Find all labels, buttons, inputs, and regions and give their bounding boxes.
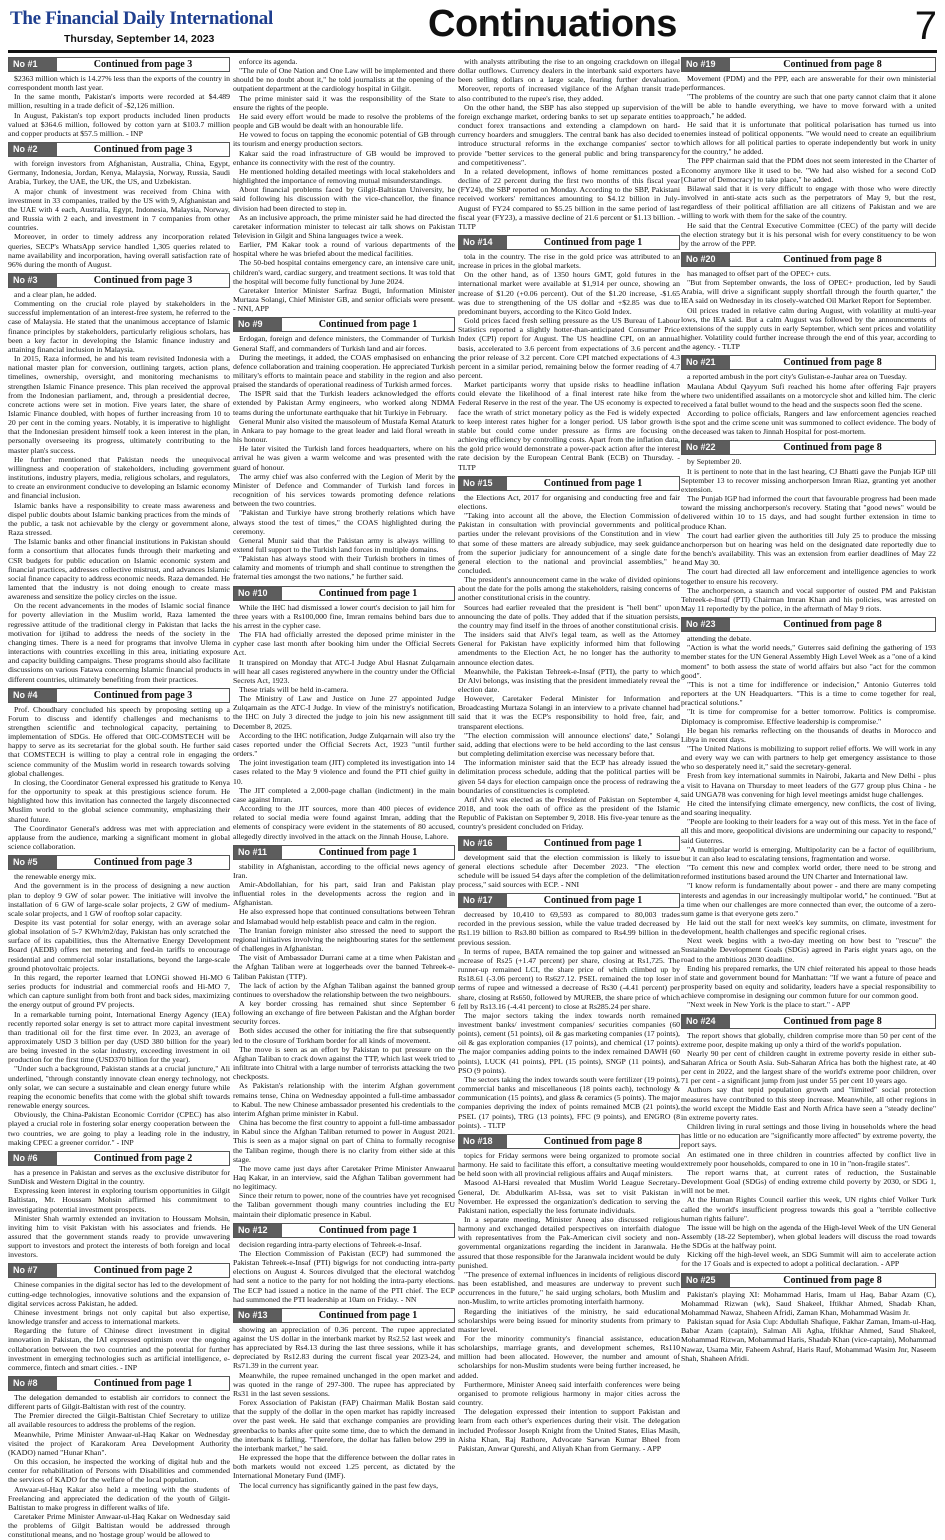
article-paragraph: General Munir said that the Pakistan army is always willing to extend full support to the Turkish land forces in multiple domains. — [233, 535, 455, 554]
article — [458, 476, 680, 832]
article-number: No #5 — [9, 856, 57, 869]
article-paragraph: has managed to offset part of the OPEC+ cuts. — [687, 268, 831, 278]
article-paragraph: The ISPR said that the Turkish leaders acknowledged the efforts extended by Pakistan Army engineers, who worked along NDMA teams during the unfortunate earthquake that hit Turkiye in February. — [233, 389, 455, 417]
article — [681, 252, 936, 351]
article — [458, 57, 680, 231]
article-paragraph: He began his remarks reflecting on the thousands of deaths in Morocco and Libya in recent days. — [681, 725, 936, 744]
article — [8, 57, 230, 138]
continuation-banner — [233, 317, 455, 332]
article-paragraph: by September 20. — [687, 457, 742, 467]
article — [233, 1223, 455, 1304]
continuation-banner — [8, 1376, 230, 1391]
article-paragraph: The report shows that globally, children comprise more than 50 per cent of the extreme poor, despite making up only a third of the world's population. — [681, 1030, 936, 1049]
article-paragraph: Meanwhile, the Pakistan Tehreek-e-Insaf (PTI), the party to which Dr Alvi belongs, was insisting that the president immediately reveal the election date. — [458, 666, 680, 694]
article-paragraph: Expressing keen interest in exploring tourism opportunities in Gilgit Baltistan, Mr. Houssam Mohsin affirmed his commitment to investigating potential investment prospects. — [8, 1186, 230, 1214]
article-paragraph: Caretaker Prime Minister Anwaar-ul-Haq Kakar on Wednesday said the problems of Gilgit Baltistan would be addressed through constitutional means, and no 'hostage group' would be allowed to — [8, 1512, 230, 1540]
article-paragraph: During the meetings, it added, the COAS emphasised on enhancing defence collaboration and training cooperation. He appreciated Turkish military's efforts to maintain peace and stability in the region and also praised the standards of operational readiness of Turkish armed forces. — [233, 352, 455, 390]
article-paragraph: He mentioned holding detailed meetings with local stakeholders and highlighted the importance of removing mutual misunderstandings. — [233, 166, 455, 186]
article-paragraph: Amir-Abdollahian, for his part, said Iran and Pakistan play influential roles in the developments across the region and in Afghanistan. — [233, 879, 455, 908]
article-paragraph: tola in the country. The rise in the gold price was attributed to an increase in prices in the global markets. — [458, 251, 680, 271]
article-paragraph: The prime minister said it was the responsibility of the State to ensure the rights of the people. — [233, 93, 455, 112]
article — [233, 845, 455, 1219]
article-paragraph: The report warns that, at current rates of reduction, the Sustainable Development Goal (SDGs) of ending extreme child poverty by 2030, or SDG 1, will not be met. — [681, 1167, 936, 1196]
article-paragraph: In a separate meeting, Minister Aneeq also discussed religious harmony and exchanged detailed perspectives on interfaith dialogue with representatives from the Pak-American civil society and non-governmental organizations regarding the incident in Jaranwala. He assured that those responsible for the Jaranwala incident would be duly punished. — [458, 1214, 680, 1270]
article-number: No #15 — [459, 477, 507, 490]
article-paragraph: According to the IHC notification, Judge Zulqarnain will also try the cases reported under the Official Secrets Act, 1923 "until further orders." — [233, 730, 455, 759]
continued-label: Continued from page 8 — [783, 442, 882, 454]
article-paragraph: decreased by 10,410 to 69,593 as compared to 80,003 trades recorded in the previous session, while the value traded decreased by Rs1.19 billion to Rs3.80 billion as compared to Rs4.99 billion in the previous session. — [458, 910, 680, 947]
article-paragraph: showing an appreciation of 0.36 percent. The rupee appreciated against the US dollar in the interbank market by Rs2.52 last week and has appreciated by Rs4.13 during the last three sessions, while it has depreciated by Rs12.83 during the current fiscal year 2023-24, and Rs71.39 in the current year. — [233, 1324, 455, 1371]
article-paragraph: The court had directed all law enforcement and intelligence agencies to work together to ensure his recovery. — [681, 567, 936, 586]
article — [458, 235, 680, 472]
continuation-banner — [681, 440, 936, 455]
article — [8, 142, 230, 269]
article-paragraph: He cited the intensifying climate emergency, new conflicts, the cost of living, and soaring inequality. — [681, 798, 936, 818]
article-paragraph: The Premier directed the Gilgit-Baltistan Chief Secretary to utilize all available resources to address the problems of the region. — [8, 1411, 230, 1430]
article-paragraph: the renewable energy mix. — [14, 872, 97, 882]
article-paragraph: stability in Afghanistan, according to the official news agency of Iran. — [233, 861, 455, 880]
continuation-banner — [458, 1134, 680, 1149]
article — [681, 1273, 936, 1363]
article-paragraph: While the IHC had dismissed a lower court's decision to jail him for three years with a Rs100,000 fine, Imran remains behind bars due to his arrest in the cypher case. — [233, 602, 455, 630]
article-number: No #16 — [459, 837, 507, 850]
continuation-banner — [458, 235, 680, 250]
continued-label: Continued from page 1 — [318, 846, 418, 858]
continuation-banner — [458, 836, 680, 851]
article-paragraph: The president's announcement came in the wake of divided opinions about the date for the polls among the stakeholders, raising concerns of another constitutional crisis in the country. — [458, 575, 680, 603]
article-paragraph: Authors say that tepid population growth and "limited" social protection measures have contributed to this steep increase. Meanwhile, all other regions in the world except the Middle East and North Africa have seen a "steady decline" in extreme poverty rates. — [681, 1085, 936, 1122]
article-paragraph: Kicking off the high-level week, an SDG Summit will aim to accelerate action for the 17 Goals and is expected to adopt a political declaration. - APP — [681, 1250, 936, 1269]
article-number: No #11 — [234, 846, 282, 859]
article-paragraph: "Under such a background, Pakistan stands at a crucial juncture," Ali underlined, "through constantly innovate clean energy technology, not only solar, we can secure a sustainable and clean energy future while reaping the economic benefits that come with the global shift towards renewable energy sources. — [8, 1064, 230, 1111]
article-paragraph: "A multipolar world is emerging. Multipolarity can be a factor of equilibrium, but it can also lead to escalating tensions, fragmentation and worse. — [681, 844, 936, 863]
article-number: No #6 — [9, 1152, 57, 1165]
article-paragraph: At the Human Rights Council earlier this week, UN rights chief Volker Turk called the world's insufficient progress towards this goal a "terrible collective human rights failure". — [681, 1195, 936, 1223]
article-paragraph: Minister Shah warmly extended an invitation to Houssam Mohsin, inviting him to visit Pakistan with his associates and friends. He assured that the government stands ready to provide unwavering support to investors and protect the interests of both foreign and local investors. — [8, 1213, 230, 1260]
continued-label: Continued from page 3 — [93, 274, 193, 286]
masthead — [8, 3, 937, 50]
continuation-banner — [681, 57, 936, 72]
article-paragraph: As an inclusive approach, the prime minister said he had directed the caretaker information minister to telecast air talk shows on Pakistan Television in Gilgit and Shina languages twice a week. — [233, 212, 455, 240]
continuation-banner — [8, 855, 230, 870]
article-paragraph: "To cement this new and complex world order, there need to be strong and reformed institutions based around the UN Charter and International law. — [681, 863, 936, 882]
article — [8, 1151, 230, 1260]
article-paragraph: Bilawal said that it is very difficult to engage with those who were directly involved in anti-state acts such as the perpetrators of May 9, but the rest, regardless of their political affiliation are all citizens of Pakistan and we are willing to work with them for the sake of the country. — [681, 183, 936, 221]
article-paragraph: The Election Commission of Pakistan (ECP) had summoned the Pakistan Tehreek-e-Insaf (PTI) bigwigs for not conducting intra-party elections on August 4. Sources divulged that the electoral watchdog had sent a notice to the party for not holding the intra-party elections. The ECP had issued a notice in the name of the PTI chief. The ECP had summoned the PTI leadership at 10am on Friday. - NN — [233, 1248, 455, 1304]
article-paragraph: Fresh from key international summits in Nairobi, Jakarta and New Delhi - plus a visit to Havana on Thursday to meet leaders of the G77 group plus China - he said UNGA78 was convening for high level meetings amidst huge challenges. — [681, 771, 936, 799]
continued-label: Continued from page 3 — [93, 857, 193, 869]
article-number: No #8 — [9, 1377, 57, 1390]
article-paragraph: has a presence in Pakistan and serves as the exclusive distributor for SunDisk and Western Digital in the country. — [8, 1167, 230, 1187]
newspaper-brand: The Financial Daily International — [10, 8, 273, 29]
article-number: No #17 — [459, 894, 507, 907]
article — [681, 440, 936, 613]
continued-label: Continued from page 2 — [93, 1152, 193, 1164]
article-number: No #14 — [459, 236, 507, 249]
article-paragraph: The Iranian foreign minister also stressed the need to support the regional initiatives involving the neighbouring states for the settlement of challenges in Afghanistan. — [233, 925, 455, 954]
article-paragraph: "Pakistan has always stood with their Turkish brothers in times of calamity and moments of triumph and shall continue to strengthen the fraternal ties amongst the two nations," he further said. — [233, 554, 455, 582]
article-paragraph: Islamic banks have a responsibility to create mass awareness and dispel public doubts about Islamic banking practices from the minds of the public, a task not achievable by the clergy or government alone, Raza stressed. — [8, 500, 230, 538]
article-paragraph: The delegation demanded to establish air corridors to connect the different parts of Gilgit-Baltistan with rest of the country. — [8, 1393, 230, 1412]
article-paragraph: Children living in rural settings and those living in households where the head has little or no education are "significantly more affected" by extreme poverty, the report says. — [681, 1122, 936, 1150]
article-number: No #4 — [9, 689, 57, 702]
article-paragraph: The issue will be high on the agenda of the High-level Week of the UN General Assembly (18-22 September), when global leaders will discuss the road towards the SDGs at the halfway point. — [681, 1222, 936, 1251]
article — [233, 317, 455, 581]
continued-label: Continued from page 1 — [318, 587, 418, 599]
article-paragraph: The move came just days after Caretaker Prime Minister Anwaarul Haq Kakar, in an interview, said the Afghan Taliban government had no legitimacy. — [233, 1163, 455, 1192]
continued-label: Continued from page 1 — [543, 895, 643, 907]
article-paragraph: topics for Friday sermons were being organized to promote social harmony. He said to facilitate this effort, a consultative meeting would be held soon with all provincial religious affairs and Auqaf ministers. — [458, 1150, 680, 1179]
article-paragraph: On the other hand, as of 1350 hours GMT, gold futures in the international market were available at $1,914 per ounce, showing an increase of $1.20 (+0.06 percent). Out of the $1.20 increase, -$1.65 was due to strengthening of the US dollar and +$2.85 was due to predominant buyers, according to the Kitco Gold Index. — [458, 270, 680, 316]
article-paragraph: Both sides accused the other for initiating the fire that subsequently led to the closure of Torkham border for all kinds of movement. — [233, 1026, 455, 1045]
article-paragraph: Despite its vast potential for solar energy, with an average solar global insolation of 5-7 KWh/m2/day, Pakistan has only scratched the surface of its capabilities, thus the Alternative Energy Development Board (AEDB) offers net metering and feed-in tariffs to encourage residential and commercial solar installations, beyond the large-scale ground photovoltaic projects. — [8, 917, 230, 973]
article-paragraph: It transpired on Monday that ATC-I Judge Abul Hasnat Zulqarnain will hear all cases registered anywhere in the country under the Official Secrets Act, 1923. — [233, 657, 455, 685]
continued-label: Continued from page 8 — [783, 1274, 882, 1286]
article-paragraph: As Pakistan's relationship with the interim Afghan government remains tense, China on Wednesday appointed a full-time ambassador to Kabul. The new Chinese ambassador presented his credentials to the interim Afghan prime minister in Kabul. — [233, 1081, 455, 1118]
article-paragraph: He laid out the stall for next week's key summits, on climate, investment for development, health challenges and specific regional crises. — [681, 917, 936, 937]
article-paragraph: China has become the first country to appoint a full-time ambassador in Kabul since the Afghan Taliban returned to power in August 2021. This is seen as a major signal on part of China to formally recognise the Taliban regime, though there is no clarity from either side at this stage. — [233, 1118, 455, 1164]
article-paragraph: "But from September onwards, the loss of OPEC+ production, led by Saudi Arabia, will drive a significant supply shortfall through the fourth quarter," the IEA said on Wednesday in its closely-watched Oil Market Report for September. — [681, 278, 936, 306]
continuation-banner — [8, 142, 230, 157]
article-paragraph: A major chunk of investment was received from China with investment in 33 companies, trailed by the US with 9, Afghanistan and the UAE with 4 each, Australia, Egypt, Indonesia, Malaysia, Norway, and Russia with 2 each, and investment in 7 companies from other countries. — [8, 186, 230, 233]
article-paragraph: "This is not a time for indifference or indecision," Antonio Guterres told reporters at the UN Headquarters. "This is a time to come together for real, practical solutions." — [681, 679, 936, 708]
article-paragraph: "The presence of external influences in incidents of religious discord has been established, and measures are underway to prevent such occurrences in the future," he said urging scholars, both Muslim and non-Muslim, to write articles promoting interfaith harmony. — [458, 1269, 680, 1307]
article-paragraph: Regarding the future of Chinese direct investment in digital innovation in Pakistan, the IAI expressed optimism over the ongoing collaboration between the two countries and the potential for further investment in emerging technologies such as artificial intelligence, e-commerce, fintech and smart cities. - INP — [8, 1326, 230, 1372]
continued-label: Continued from page 3 — [93, 59, 193, 70]
article — [8, 855, 230, 1147]
article-paragraph: with analysts attributing the rise to an ongoing crackdown on illegal dollar outflows. Currency dealers in the interbank said exporters have been selling dollars on a large scale, fearing further devaluation. Moreover, reports of increased vigilance of the Afghan transit trade also contributed to the rupee's rise, they added. — [458, 57, 680, 103]
article — [8, 273, 230, 684]
article-paragraph: The visit of Ambassador Durrani came at a time when Pakistan and the Afghan Taliban were at loggerheads over the banned Tehreek-e-Taliban Pakistan (TTP). — [233, 953, 455, 981]
article-paragraph: Kakar said the road infrastructure of GB would be improved to enhance its connectivity with the rest of the country. — [233, 148, 455, 167]
article-paragraph: In closing, the Coordinator General expressed his gratitude to Kenya for the opportunity to speak at this prestigious science forum. He highlighted how this invitation has connected the largely disconnected Muslim world to the global science community, emphasizing their shared future. — [8, 777, 230, 824]
article-paragraph: $2363 million which is 14.27% less than the exports of the country in correspondent month last year. — [8, 74, 230, 93]
article-number: No #1 — [9, 58, 57, 71]
continuation-banner — [233, 1308, 455, 1323]
continued-label: Continued from page 1 — [543, 236, 643, 248]
article-paragraph: "Next week in New York is the place to start." - APP — [687, 1000, 851, 1010]
section-title: Continuations — [428, 3, 677, 45]
article-paragraph: Commenting on the crucial role played by stakeholders in the successful implementation of an interest-free system, he referred to the case of Malaysia. He stated that the unanimous acceptance of Islamic finance principles by stakeholders, particularly religious scholars, has been a key factor in developing the Islamic finance industry and attaining financial inclusion in Malaysia. — [8, 299, 230, 354]
continuation-banner — [233, 845, 455, 860]
continuation-banner — [8, 1263, 230, 1278]
article-paragraph: In 2015, Raza informed, he and his team revisited Indonesia with a national master plan for conversion, outlining targets, action plans, timelines, ownership, oversight, and monitoring mechanisms to strengthen Islamic Finance presence. This plan received the approval from the Indonesian parliament, and, through a presidential decree, concrete actions were set in motion. Five years later, the share of Islamic Finance doubled, with hopes of further increasing from 10 to 20 per cent in the coming years. Notably, it is imperative to highlight that the Indonesian president himself took a keen interest in the plan, personally overseeing its progress, ultimately contributing to the master plan's success. — [8, 354, 230, 455]
article-paragraph: The information minister said that the ECP has already issued the delimitation process schedule, adding that the political parties will be given 54 days for election campaign once the process of redrawing the boundaries of constituencies is completed. — [458, 758, 680, 795]
article-paragraph: "The election commission will announce elections' date," Solangi said, adding that elections were to be held according to the last census but completing delimitation exercise was necessary before that. — [458, 730, 680, 759]
article-paragraph: About financial problems faced by Gilgit-Baltistan University, he said following his discussion with the vice-chancellor, the finance division had been directed to step in. — [233, 185, 455, 213]
article-paragraph: However, Caretaker Federal Minister for Information and Broadcasting Murtaza Solangi in an interview to a private channel had said that it was the ECP's responsibility to hold free, fair, and transparent elections. — [458, 694, 680, 731]
article — [458, 836, 680, 890]
continuation-banner — [681, 1014, 936, 1029]
continued-label: Continued from page 1 — [93, 1378, 193, 1389]
continued-label: Continued from page 8 — [783, 59, 882, 70]
continuation-banner — [681, 617, 936, 632]
article-paragraph: The army chief was also conferred with the Legion of Merit by the Minister of Defence and Commander of Turkish land forces in recognition of his services towards promoting defence relations between the two countries. — [233, 471, 455, 509]
article-paragraph: Gold prices faced fresh selling pressure as the US Bureau of Labour Statistics reported a slightly hotter-than-anticipated Consumer Price Index (CPI) report for August. The US headline CPI, on an annual basis, accelerated to 3.6 percent from expectations of 3.6 percent and the prior release of 3.2 percent. Core CPI matched expectations of 4.3 percent in a similar period, remaining below the former reading of 4.7 percent. — [458, 316, 680, 380]
article-paragraph: Arif Alvi was elected as the President of Pakistan on September 4, 2018, and took the oath of office as the president of the Islamic Republic of Pakistan on September 9, 2018. His five-year tenure as the country's president concluded on Friday. — [458, 794, 680, 832]
article-paragraph: Meanwhile, Prime Minister Anwaar-ul-Haq Kakar on Wednesday visited the project of Karakoram Area Development Authority (KADO) named "Hunar Khan". — [8, 1429, 230, 1457]
article-paragraph: In this regard, the reporter learned that LONGi showed Hi-MO 6 series products for industrial and commercial roofs and Hi-MO 7, which can capture sunlight from both front and back sides, maximizing the energy output of ground PV projects. — [8, 972, 230, 1010]
article-paragraph: "I know reform is fundamentally about power - and there are many competing interests and agendas in our increasingly multipolar world," he continued. "But at a time when our challenges are more connected than ever, the outcome of a zero-sum game is that everyone gets zero." — [681, 881, 936, 918]
article-number: No #10 — [234, 587, 282, 600]
continuation-banner — [681, 1273, 936, 1288]
article-paragraph: Prof. Choudhary concluded his speech by proposing setting up a Forum to discuss and identify challenges and mechanisms to strengthen scientific and technological capacity, pertaining to implementation of SDGs. He offered that OIC-COMSTECH will be happy to serve as its secretariat for the global south. He further said that COMSTECH is willing to play a central role in engaging the science community of the Muslim world in research towards solving global challenges. — [8, 704, 230, 778]
article-paragraph: Market participants worry that upside risks to headline inflation could elevate the likelihood of a final interest rate hike from the Federal Reserve in the rest of the year. The US economy is expected to face the wrath of strict monetary policy as the Fed is widely expected to keep interest rates higher for a longer period. US labor growth is stable but could come under pressure as firms are focusing on achieving efficiency by controlling costs. Apart from the inflation data, the gold price would demonstrate a power-pack action after the interest rate decision by the European Central Bank (ECB) on Thursday. - TLTP — [458, 380, 680, 472]
article-paragraph: The joint investigation team (JIT) completed its investigation into 14 cases related to the May 9 violence and found the PTI chief guilty in 10. — [233, 758, 455, 786]
article-paragraph: An estimated one in three children in countries affected by conflict live in extremely poor households, compared to one in 10 in "non-fragile states". — [681, 1149, 936, 1168]
continued-label: Continued from page 8 — [783, 619, 882, 631]
continuation-banner — [8, 57, 230, 72]
continuation-banner — [8, 688, 230, 703]
continued-label: Continued from page 1 — [543, 837, 643, 849]
article-paragraph: On the other hand, the SBP has also stepped up supervision of the foreign exchange market, ordering banks to set up separate entities to conduct forex transactions and extending a clampdown on hard-currency hoarders and smugglers. The central bank has also decided to introduce structural reforms in the exchange companies' sector to provide "better services to the general public and bring transparency and competitiveness". — [458, 102, 680, 167]
article-paragraph: Maulana Abdul Qayyum Sufi reached his home after offering Fajr prayers where two unidentified assailants on a motorcycle shot and killed him. The cleric received a fatal bullet wound to the head and the suspects soon fled the scene. — [681, 381, 936, 409]
article-paragraph: Since their return to power, none of the countries have yet recognised the Taliban government though many countries including the EU maintain their diplomatic presence in Kabul. — [233, 1191, 455, 1219]
article-paragraph: "The rule of One Nation and One Law will be implemented and there should be no doubt about it," he told journalists at the opening of the outpatient department at the cardiology hospital in Gilgit. — [233, 66, 455, 94]
article-paragraph: decision regarding intra-party elections of Tehreek-e-Insaf. — [239, 1239, 422, 1249]
article-paragraph: enforce its agenda. — [239, 57, 298, 66]
article-paragraph: He said that it is unfortunate that political polarisation has turned us into enemies instead of political opponents. "We would need to create an equilibrium which allows for all political parties to operate independently but work in unity for the country," he added. — [681, 119, 936, 157]
article-paragraph: In terms of rupee, BATA remained the top gainer and witnessed an increase of Rs25 (+1.47 percent) per share, closing at Rs1,725. The runner-up remained LCI, the share price of which climbed up by Rs18.61 (-3.06 percent) to Rs627.12. PSEL remained the top loser in terms of rupee and witnessed a decrease of Rs30 (-4.41 percent) per share, closing at Rs650, followed by MUREB, the share price of which fell by Rs13.16 (-4.41 percent) to close at Rs285.24 per share. — [458, 946, 680, 1011]
continuation-banner — [233, 586, 455, 601]
article-paragraph: In a remarkable turning point, International Energy Agency (IEA) recently reported solar energy is set to attract more capital investment than traditional oil for the first time ever. In 2023, an average of approximately USD 3 billion per day (USD 380 billion for the year) are being invested in the solar industry, exceeding investment in oil production for the first time (USD370 billion for the year). — [8, 1009, 230, 1065]
article-paragraph: "Pakistan and Turkiye have strong brotherly relations which have always stood the test of times," the COAS highlighted during the ceremony. — [233, 508, 455, 536]
article-number: No #18 — [459, 1135, 507, 1148]
article-paragraph: It is pertinent to note that in the last hearing, CJ Bhatti gave the Punjab IGP till September 13 to recover missing anchorperson Imran Riaz, granting yet another extension. — [681, 466, 936, 494]
article-paragraph: The Ministry of Law and Justice on June 27 appointed Judge Zulqarnain as the ATC-I Judge. In view of the ministry's notification, the IHC on July 3 directed the judge to join his new assignment till December 8, 2025. — [233, 694, 455, 731]
article — [458, 893, 680, 1130]
column-3 — [458, 57, 680, 1527]
article-paragraph: He expressed the hope that the difference between the dollar rates in both markets would not exceed 1.25 percent, as dictated by the International Monetary Fund (IMF). — [233, 1453, 455, 1481]
continued-label: Continued from page 3 — [93, 689, 193, 701]
article — [8, 688, 230, 852]
article-paragraph: The lack of action by the Afghan Taliban against the banned group continues to overshadow the relationship between the two neighbours. — [233, 980, 455, 999]
article — [681, 1014, 936, 1269]
article-number: No #3 — [9, 274, 57, 287]
article-paragraph: The court had earlier given the authorities till July 25 to produce the missing anchorperson but on hearing was held on the designated date reportedly due to the bench's availability. This was an extension from earlier deadlines of May 22 and May 30. — [681, 530, 936, 568]
continued-label: Continued from page 1 — [318, 319, 418, 331]
continuation-banner — [8, 1151, 230, 1166]
article-paragraph: The JIT completed a 2,000-page challan (indictment) in the main case against Imran. — [233, 785, 455, 804]
continued-label: Continued from page 8 — [783, 253, 882, 265]
article-number: No #23 — [682, 618, 730, 631]
article-paragraph: Oil prices traded in relative calm during August, with volatility at multi-year lows, the IEA said. But a calm August was followed by the announcements of extensions of the supply cuts in early September, which sent prices and volatility higher. Volatility could further increase through the end of this year, according to the agency. - TLTP — [681, 305, 936, 352]
article-paragraph: The insiders said that Alvi's legal team, as well as the Attorney General for Pakistan have explicitly informed him that following amendments to the Election Act, he no longer has the authority to announce election dates. — [458, 630, 680, 667]
article-paragraph: Moreover, in order to timely address any incorporation related queries, SECP's WhatsApp service handled 1,305 queries related to name availability and incorporation, having overall satisfaction rate of 96% during the month of August. — [8, 232, 230, 269]
article-paragraph: He also expressed hope that continued consultations between Tehran and Islamabad would help establish peace and calm in the region. — [233, 907, 455, 926]
article-number: No #19 — [682, 58, 730, 71]
continuation-banner — [233, 1223, 455, 1238]
article-paragraph: And the government is in the process of designing a new auction plan to deploy 9 GW of solar power. The initiative will involve the installation of 6 GW of large-scale solar projects, 2 GW of medium-scale solar projects, and 1 GW of rooftop solar capacity. — [8, 881, 230, 918]
article-paragraph: According to police officials, Rangers and law enforcement agencies reached the spot and the crime scene unit was summoned to collect evidence. The body of the deceased was taken to Jinnah Hospital for post-mortem. — [681, 409, 936, 437]
article-paragraph: Movement (PDM) and the PPP, each are answerable for their own ministerial performances. — [681, 74, 936, 93]
article-paragraph: The PPP chairman said that the PDM does not seem interested in the Charter of Economy anymore like it used to be. "We had also wished for a second CoD [Charter of Democracy] to take place," he added. — [681, 156, 936, 184]
continued-label: Continued from page 1 — [543, 477, 643, 489]
article-paragraph: Nearly 90 per cent of children caught in extreme poverty reside in either sub-Saharan Africa or South Asia. Sub-Saharan Africa has both the highest rate, at 40 per cent in 2022, and the largest share of the world's extreme poor children, over 71 per cent - a significant jump from just under 55 per cent 10 years ago. — [681, 1048, 936, 1086]
column-1 — [8, 57, 230, 1540]
article — [8, 1376, 230, 1540]
header-rule — [8, 50, 937, 53]
article-paragraph: Pakistan squad for Asia Cup: Abdullah Shafique, Fakhar Zaman, Imam-ul-Haq, Babar Azam (captain), Salman Ali Agha, Iftikhar Ahmed, Saud Shakeel, Mohammad Rizwan, Mohammad Haris, Shadab Khan (vice-captain), Mohammad Nawaz, Usama Mir, Faheem Ashraf, Haris Rauf, Mohammad Wasim Jnr, Naseem Shah, Shaheen Afridi. — [681, 1317, 936, 1363]
article-paragraph: Caretaker Interior Minister Sarfraz Bugti, Information Minister Murtaza Solangi, Chief Minister GB, and senior officials were present. - NNI, APP — [233, 285, 455, 314]
continuation-banner — [8, 273, 230, 288]
article-paragraph: attending the debate. — [687, 634, 752, 644]
article-number: No #24 — [682, 1015, 730, 1028]
article-paragraph: Anwaar-ul-Haq Kakar also held a meeting with the students of Freelancing and appreciated the dedication of the youth of Gilgit-Baltistan to make progress in different walks of life. — [8, 1484, 230, 1512]
article-paragraph: The major sectors taking the index towards north remained investment banks/ investment companies/ securities companies (60 points), cement (51 points), oil & gas marketing companies (17 points), oil & gas exploration companies (17 points), and chemical (17 points). The major companies adding points to the index remained DAWH (60 points), LUCK (41 points), PPL (15 points), SNGP (11 points), and PSO (9 points). — [458, 1010, 680, 1075]
article-paragraph: Next week begins with a two-day meeting on how best to "rescue" the Sustainable Development Goals (SDGs) agreed in Paris eight years ago, on the road to the ambitious 2030 deadline. — [681, 936, 936, 964]
article-paragraph: The Punjab IGP had informed the court that favourable progress had been made toward the missing anchorperson's recovery. Stating that "good news" would be delivered within 10 to 15 days, and had sought further extension in time to produce Khan. — [681, 494, 936, 531]
article-paragraph: In August, Pakistan's top export products included linen products valued at $364.6 million, followed by cotton yarn at $103.7 million and copper products at $57.5 million. - INP — [8, 110, 230, 138]
article-paragraph: For the minority community's financial assistance, education scholarships, marriage grants, and development schemes, Rs110 million had been allocated. However, the number and amount of scholarships for non-Muslim students were being further increased, he added. — [458, 1334, 680, 1380]
article-number: No #20 — [682, 253, 730, 266]
article-number: No #22 — [682, 441, 730, 454]
article-paragraph: a reported ambush in the port city's Gulistan-e-Jauhar area on Tuesday. — [687, 372, 907, 382]
column-4 — [681, 57, 936, 1527]
article-paragraph: A key border crossing has remained shut since September 6 following an exchange of fire between Pakistan and the Afghan border security forces. — [233, 999, 455, 1027]
article-paragraph: The move is seen as an effort by Pakistan to put pressure on the Afghan Taliban to crack down against the TTP, which last week tried to infiltrate into Chitral with a large number of terrorists attacking the two checkposts. — [233, 1044, 455, 1082]
article-paragraph: Ending his prepared remarks, the UN chief reiterated his appeal to those heads of state and government bound for Manhattan: "If we want a future of peace and prosperity based on equity and solidarity, leaders have a special responsibility to achieve compromise in designing our common future for our common good. — [681, 963, 936, 1001]
article-paragraph: In the same month, Pakistan's imports were recorded at $4.489 million, resulting in a trade deficit of -$2,126 million. — [8, 92, 230, 111]
article — [458, 1134, 680, 1453]
issue-date: Thursday, September 14, 2023 — [64, 33, 215, 45]
continuation-banner — [458, 893, 680, 908]
article-number: No #2 — [9, 143, 57, 156]
article-number: No #25 — [682, 1274, 730, 1287]
article — [233, 586, 455, 841]
article — [681, 355, 936, 436]
article-paragraph: development said that the election commission is likely to issue general elections schedule after December 2023. "The election schedule will be issued 54 days after the completion of the delimitation process," said sources with ECP. - NNI — [458, 852, 680, 889]
article-paragraph: He vowed to focus on tapping the economic potential of GB through its tourism and energy production sectors. — [233, 130, 455, 149]
article-paragraph: and a clear plan, he added. — [14, 289, 97, 299]
article — [8, 1263, 230, 1372]
article-paragraph: the Elections Act, 2017 for organising and conducting free and fair elections. — [458, 492, 680, 511]
article-paragraph: Masood Al-Harsi revealed that Muslim World League Secretary-General, Dr. Abdulkarim Al-Issa, was set to visit Pakistan in November. He expressed the organization's dedication to serving the Pakistani nation, especially the less fortunate individuals. — [458, 1178, 680, 1215]
article-paragraph: Earlier, PM Kakar took a round of various departments of the hospital where he was briefed about the medical facilities. — [233, 240, 455, 259]
article-paragraph: The FIA had officially arrested the deposed prime minister in the cypher case last month after booking him under the Official Secrets Act. — [233, 630, 455, 658]
article-paragraph: "The United Nations is mobilizing to support relief efforts. We will work in any and every way we can with partners to help get emergency assistance to those who so desperately need it," said the secretary-general. — [681, 744, 936, 772]
article-number: No #7 — [9, 1264, 57, 1277]
article-paragraph: Pakistan's playing XI: Mohammad Haris, Imam ul Haq, Babar Azam (C), Mohammad Rizwan (wk), Saud Shakeel, Iftikhar Ahmed, Shadab Khan, Mohammad Nawaz, Shaheen Afridi, Zaman Khan, Mohammad Wasim Jr. — [681, 1289, 936, 1317]
article-paragraph: "Action is what the world needs," Guterres said defining the gathering of 193 member states for the UN General Assembly High Level Week as a "one of a kind moment" to both assess the state of world affairs but also "act for the common good". — [681, 643, 936, 680]
article-paragraph: Erdogan, foreign and defence ministers, the Commander of Turkish General Staff, and commanders of Turkish land and air forces. — [233, 334, 455, 353]
article-paragraph: According to the JIT sources, more than 400 pieces of evidence related to social media were found against Imran, adding that the elements of conspiracy were evident in the statements of 80 accused, allegedly directly involved in the attack on the Jinnah House, Lahore. — [233, 804, 455, 841]
article-paragraph: Forex Association of Pakistan (FAP) Chairman Malik Bostan said that the supply of the dollar in the open market has rapidly increased over the past week. He said that exchange companies are providing greenbacks to banks after quite some time, due to which the demand in the interbank is falling. "Therefore, the dollar has fallen below 299 in the interbank market," he said. — [233, 1398, 455, 1453]
article-paragraph: "The problems of the country are such that one party cannot claim that it alone will be able to handle everything, we have to move forward with a united approach," he added. — [681, 92, 936, 120]
article-paragraph: "People are looking to their leaders for a way out of this mess. Yet in the face of all this and more, geopolitical divisions are undermining our capacity to respond," said Guterres. — [681, 817, 936, 845]
article — [233, 57, 455, 313]
article-paragraph: The Coordinator General's address was met with appreciation and applause from the audience, marking a significant moment in global science collaboration. — [8, 823, 230, 852]
continuation-banner — [458, 476, 680, 491]
article — [681, 617, 936, 1009]
article-paragraph: He later visited the Turkish land forces headquarters, where on his arrival he was given a warm welcome and was presented with the guard of honour. — [233, 444, 455, 472]
article-paragraph: with foreign investors from Afghanistan, Australia, China, Egypt, Germany, Indonesia, Jordan, Kenya, Malaysia, Norway, Russia, Saudi Arabia, Turkey, the UAE, the UK, the US, and Uzbekistan. — [8, 159, 230, 187]
article-paragraph: The sectors taking the index towards south were fertilizer (19 points), commercial banks and miscellaneous (18 points each), technology & communication (15 points), and glass & ceramics (5 points). The major companies depriving the index of points remained MCB (21 points), PSEL (17 points), TRG (13 points), FFC (9 points), and ENGRO (8 points). - TLTP — [458, 1074, 680, 1130]
article-paragraph: Chinese investment brings not only capital but also expertise, knowledge transfer and access to international markets. — [8, 1307, 230, 1327]
article — [681, 57, 936, 248]
continued-label: Continued from page 8 — [543, 1135, 643, 1147]
article-paragraph: Furthermore, Minister Aneeq said interfaith conferences were being organised to promote religious harmony in major cities across the country. — [458, 1379, 680, 1408]
article — [233, 1308, 455, 1490]
article-paragraph: Obviously, the China-Pakistan Economic Corridor (CPEC) has also played a crucial role in fostering solar energy cooperation between the two countries, we are going to play a leading role in the industry, making CPEC a greener corridor." - INP — [8, 1110, 230, 1147]
continuation-banner — [681, 355, 936, 370]
continued-label: Continued from page 1 — [318, 1224, 418, 1236]
article-paragraph: General Munir also visited the mausoleum of Mustafa Kemal Ataturk in Ankara to pay homage to the great leader and laid floral wreath in his honour. — [233, 416, 455, 445]
article-paragraph: In a related development, inflows of home remittances posted a decline of 22 percent during the first two months of this fiscal year (FY24), the SBP reported on Monday. According to the SBP, Pakistani received workers' remittances amounting to $4.12 billion in July-August of FY24 compared to $5.25 billion in the same period of last fiscal year (FY23), a massive decline of 21.6 percent or $1.13 billion. - TLTP — [458, 166, 680, 231]
article-paragraph: He said that the Central Executive Committee (CEC) of the party will decide the election strategy but it is his personal wish for every constituency to be won by the arrow of the PPP. — [681, 220, 936, 248]
article-paragraph: "It is time for compromise for a better tomorrow. Politics is compromise. Diplomacy is compromise. Effective leadership is compromise." — [681, 707, 936, 726]
article-paragraph: The local currency has significantly gained in the past few days, — [239, 1480, 439, 1490]
article-number: No #13 — [234, 1309, 282, 1322]
article-paragraph: Chinese companies in the digital sector has led to the development of cutting-edge technologies, innovative solutions and the expansion of digital services across Pakistan, he added. — [8, 1280, 230, 1308]
continued-label: Continued from page 3 — [93, 144, 193, 156]
page-number: 7 — [914, 4, 937, 48]
article-paragraph: The delegation expressed their intention to support Pakistan and learn from each other's experiences during their visit. The delegation included Professor Joseph Knight from the United States, Elias Masih, Aisha Khan, Raj Rathore, Advocate Sarwan Kumar Bheel from Pakistan, Anwar Qureshi, and Aliyah Khan from Germany. - APP — [458, 1407, 680, 1453]
article-paragraph: Sources had earlier revealed that the president is "hell bent" upon announcing the date of polls. They added that if the situation persists, the country may find itself in the throes of another constitutional crisis. — [458, 602, 680, 630]
continued-label: Continued from page 8 — [783, 357, 882, 369]
article-paragraph: He said every effort would be made to resolve the problems of the people and GB would be dealt with an honourable life. — [233, 111, 455, 131]
article-paragraph: These trials will be held in-camera. — [239, 685, 349, 694]
article-number: No #9 — [234, 318, 282, 331]
continued-label: Continued from page 1 — [318, 1309, 418, 1321]
article-paragraph: The anchorperson, a staunch and vocal supporter of ousted PM and Pakistan Tehreek-e-Insaf (PTI) Chairman Imran Khan and his policies, was arrested on May 11 reportedly by the police, in the aftermath of May 9 riots. — [681, 585, 936, 613]
continued-label: Continued from page 8 — [783, 1015, 882, 1027]
article-paragraph: He further mentioned that Pakistan needs the unequivocal willingness and cooperation of stakeholders, including government institutions, industry players, media, religious scholars, and regulators, to create an environment conducive to developing an Islamic economy and financial inclusion. — [8, 454, 230, 501]
article-paragraph: Meanwhile, the rupee remained unchanged in the open market and was quoted in the range of 297-300. The rupee has appreciated by Rs31 in the last seven sessions. — [233, 1370, 455, 1398]
article-paragraph: Regarding the initiatives of the ministry, he said educational scholarships were being issued for minority students from primary to master level. — [458, 1306, 680, 1334]
article-paragraph: On this occasion, he inspected the working of digital hub and the center for rehabilitation of Persons with Disabilities and commended the services of KADO for the welfare of the local population. — [8, 1457, 230, 1485]
column-2 — [233, 57, 455, 1527]
continuation-banner — [681, 252, 936, 267]
article-paragraph: The Islamic banks and other financial institutions in Pakistan should form a consortium that allocates funds through their marketing and CSR budgets for public education on Islamic economic system and financial practices, addresses collective mistrust, and advances Islamic social finance capacity to address economic needs. Raza demanded. He lamented that the industry is not doing enough to create mass awareness and sensitize the policy circles on the issue. — [8, 537, 230, 602]
article-paragraph: On the recent advancements in the modes of Islamic social finance for poverty alleviation in the Muslim world, Raza lamented the regressive attitude of the traditional clergy in Pakistan that lacks the motivation for ijtihad to address the needs of the society in the changing times. There is a need for programs that involve Ulema in interactions with countries excelling in this area, initiating exposure and capacity building campaigns. These programs should also facilitate discussions on various Fatawa concerning Islamic financial products in different countries, ultimately benefiting from their practices. — [8, 601, 230, 684]
continued-label: Continued from page 2 — [93, 1265, 193, 1277]
article-number: No #12 — [234, 1224, 282, 1237]
article-number: No #21 — [682, 356, 730, 369]
article-paragraph: "Taking into account all the above, the Election Commission of Pakistan in consultation with provincial governments and political parties under the relevant provisions of the Constitution and in view that some of these matters are already subjudice, may seek guidance from the superior judiciary for announcement of a single date for general election to the national and provincial assemblies," he concluded. — [458, 511, 680, 575]
article-paragraph: The 50-bed hospital contains emergency care, an intensive care unit, children's ward, cardiac surgery, and treatment sections. It was told that the hospital will become fully functional by June 2024. — [233, 258, 455, 286]
